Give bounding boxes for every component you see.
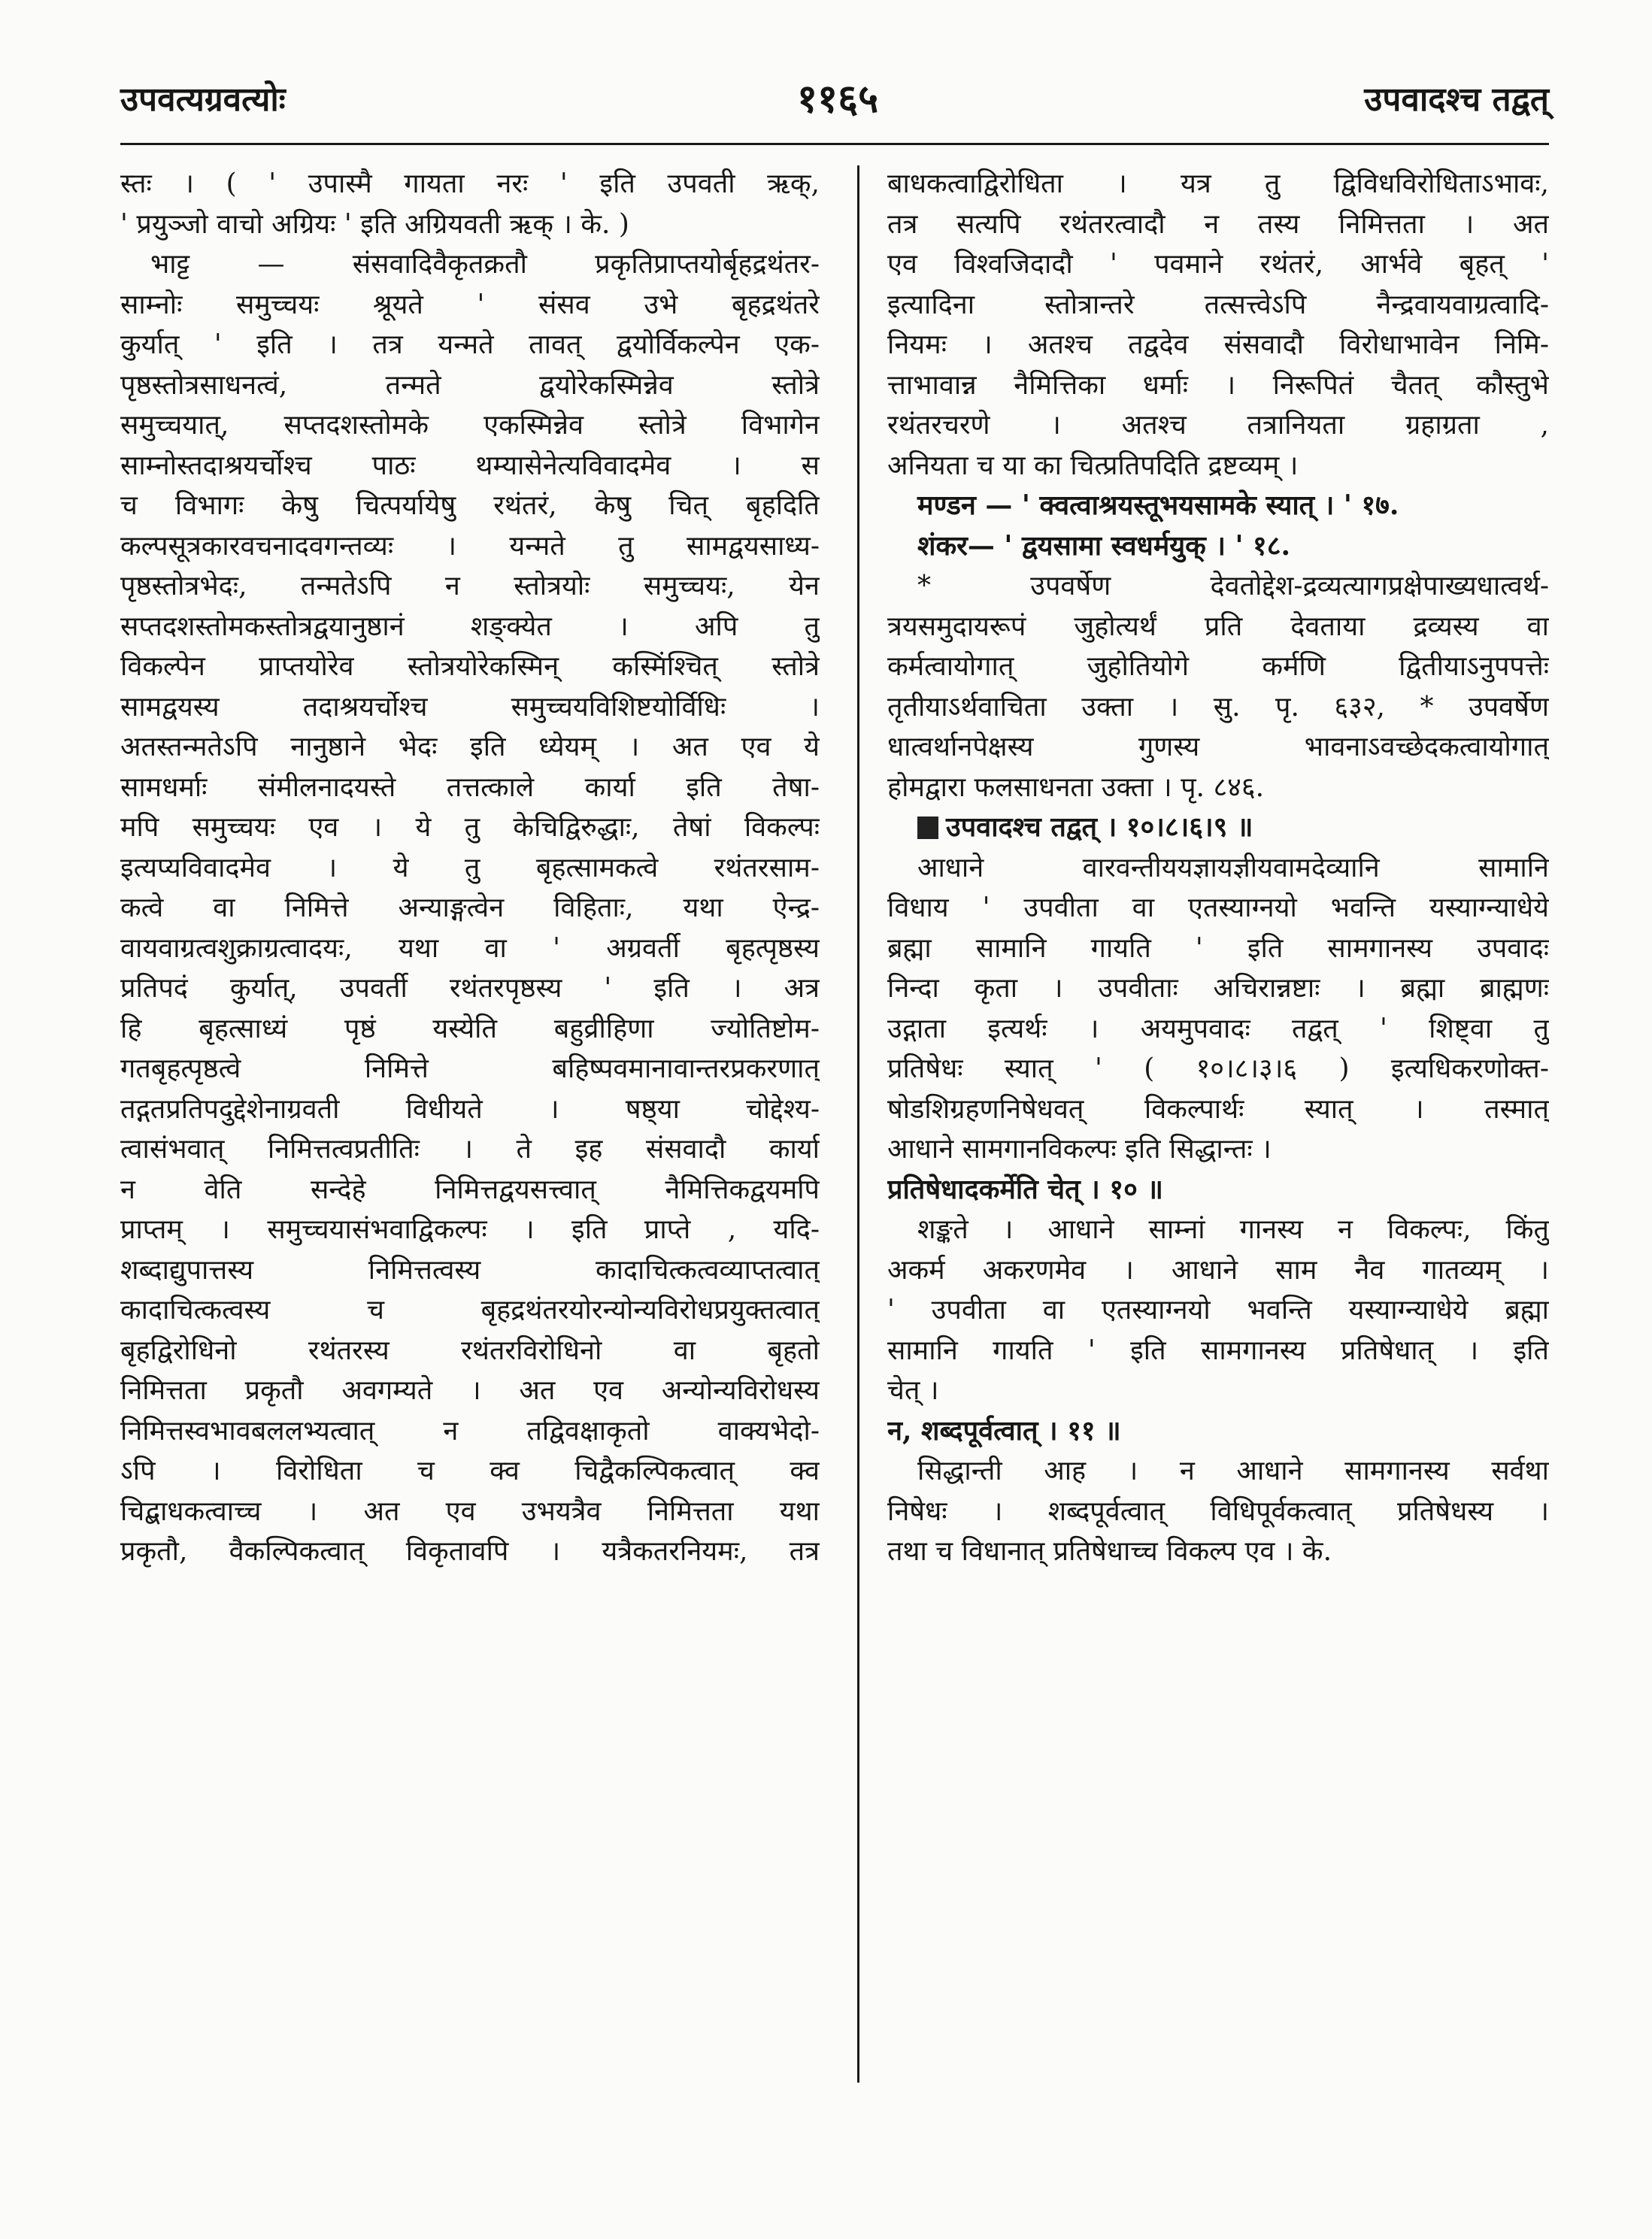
text-line: त्वासंभवात् निमित्तत्वप्रतीतिः । ते इह संसवादौ कार्या [120, 1134, 820, 1165]
text-line: ब्रह्मा सामानि गायति ' इति सामगानस्य उपवादः [887, 932, 1549, 964]
text-line: निषेधः । शब्दपूर्वत्वात् विधिपूर्वकत्वात् प्रतिषेधस्य । [887, 1495, 1549, 1527]
text-line: सामद्वयस्य तदाश्रयर्चोश्च समुच्चयविशिष्टयोर्विधिः । [120, 691, 820, 723]
text-line: निमित्तता प्रकृतौ अवगम्यते । अत एव अन्योन्यविरोधस्य [120, 1375, 820, 1406]
sutra-heading: प्रतिषेधादकर्मेति चेत् । १० ॥ [887, 1173, 1163, 1205]
sutra-heading [887, 807, 1549, 848]
text-line: अनियता च या का चित्प्रतिपदिति द्रष्टव्यम् । [887, 450, 1299, 481]
text-line: प्रतिपदं कुर्यात्, उपवर्ती रथंतरपृष्ठस्य ' इति । अत्र [120, 973, 820, 1004]
text-line: सप्तदशस्तोमकस्तोत्रद्वयानुष्ठानं शङ्क्येत । अपि तु [120, 610, 820, 642]
running-head-left: उपवत्यग्रवत्योः [120, 80, 286, 119]
text-line: आधाने सामगानविकल्पः इति सिद्धान्तः । [887, 1134, 1272, 1165]
text-line: पृष्ठस्तोत्रसाधनत्वं, तन्मते द्वयोरेकस्मिन्नेव स्तोत्रे [120, 369, 820, 401]
section-mark-icon [917, 817, 938, 839]
left-column [120, 164, 820, 1572]
text-line: तथा च विधानात् प्रतिषेधाच्च विकल्प एव । के. [887, 1536, 1332, 1567]
text-line: त्रयसमुदायरूपं जुहोत्यर्थं प्रति देवताया द्रव्यस्य वा [887, 610, 1549, 642]
text-line: प्राप्तम् । समुच्चयासंभवाद्विकल्पः । इति प्राप्ते , यदि- [120, 1214, 820, 1245]
text-line: सामानि गायति ' इति सामगानस्य प्रतिषेधात् । इति [887, 1335, 1549, 1366]
text-line: मपि समुच्चयः एव । ये तु केचिद्विरुद्धाः, तेषां विकल्पः [120, 812, 820, 843]
text-line: धात्वर्थानपेक्षस्य गुणस्य भावनाऽवच्छेदकत्वायोगात् [887, 732, 1549, 762]
text-line: कत्वे वा निमित्ते अन्याङ्गत्वेन विहिताः, यथा ऐन्द्र- [120, 892, 820, 923]
text-line: अतस्तन्मतेऽपि नानुष्ठाने भेदः इति ध्येयम् । अत एव ये [120, 732, 820, 762]
text-line: ऽपि । विरोधिता च क्व चिद्वैकल्पिकत्वात् क्व [120, 1456, 820, 1486]
text-line: प्रकृतौ, वैकल्पिकत्वात् विकृतावपि । यत्रैकतरनियमः, तत्र [120, 1536, 820, 1567]
text-line: सिद्धान्ती आह । न आधाने सामगानस्य सर्वथा [917, 1456, 1549, 1486]
quote-shankara: शंकर— ' द्वयसामा स्वधर्मयुक् । ' १८. [917, 529, 1291, 562]
text-line: गतबृहत्पृष्ठत्वे निमित्ते बहिष्पवमानावान्तरप्रकरणात् [120, 1053, 820, 1084]
text-line: साम्नोः समुच्चयः श्रूयते ' संसव उभे बृहद्रथंतरे [120, 289, 820, 320]
text-line: च विभागः केषु चित्पर्यायेषु रथंतरं, केषु चित् बृहदिति [120, 490, 820, 521]
text-line: चिद्बाधकत्वाच्च । अत एव उभयत्रैव निमित्तता यथा [120, 1495, 820, 1527]
page-header [120, 75, 1549, 128]
text-line: कर्मत्वायोगात् जुहोतियोगे कर्मणि द्वितीयाऽनुपपत्तेः [887, 651, 1549, 682]
text-line: बाधकत्वाद्विरोधिता । यत्र तु द्विविधविरोधिताऽभावः, [887, 168, 1549, 199]
text-line: पृष्ठस्तोत्रभेदः, तन्मतेऽपि न स्तोत्रयोः समुच्चयः, येन [120, 571, 820, 601]
text-line: विकल्पेन प्राप्तयोरेव स्तोत्रयोरेकस्मिन् कस्मिंश्चित् स्तोत्रे [120, 651, 820, 682]
right-column [887, 164, 1549, 1572]
text-line: विधाय ' उपवीता वा एतस्याग्नयो भवन्ति यस्याग्न्याधेये [887, 892, 1549, 923]
text-line: सामधर्माः संमीलनादयस्ते तत्तत्काले कार्या इति तेषा- [120, 771, 820, 803]
text-line: उद्गाता इत्यर्थः । अयमुपवादः तद्वत् ' शिष्ट्वा तु [887, 1013, 1549, 1044]
text-line: भाट्ट — संसवादिवैकृतक्रतौ प्रकृतिप्राप्तयोर्बृहद्रथंतर- [150, 249, 820, 280]
running-head-right: उपवादश्च तद्वत् [1364, 80, 1549, 119]
column-divider [857, 165, 859, 2083]
text-line: तत्र सत्यपि रथंतरत्वादौ न तस्य निमित्तता । अत [887, 208, 1549, 240]
text-line: चेत् । [887, 1375, 939, 1406]
text-line: तद्गतप्रतिपदुद्देशेनाग्रवती विधीयते । षष्ठ्या चोद्देश्य- [120, 1093, 820, 1125]
text-line: निन्दा कृता । उपवीताः अचिरान्नष्टाः । ब्रह्मा ब्राह्मणः [887, 973, 1549, 1004]
text-line: समुच्चयात्, सप्तदशस्तोमके एकस्मिन्नेव स्तोत्रे विभागेन [120, 410, 820, 441]
text-line: ' प्रयुञ्जो वाचो अग्रियः ' इति अग्रियवती ऋक् । के. ) [120, 208, 629, 240]
text-line: त्ताभावान्न नैमित्तिका धर्माः । निरूपितं चैतत् कौस्तुभे [887, 369, 1549, 401]
text-line: होमद्वारा फलसाधनता उक्ता । पृ. ८४६. [887, 771, 1265, 803]
text-line: रथंतरचरणे । अतश्च तत्रानियता ग्रहाग्रता , [887, 410, 1549, 441]
text-line: आधाने वारवन्तीययज्ञायज्ञीयवामदेव्यानि सामानि [917, 852, 1549, 883]
text-line: कुर्यात् ' इति । तत्र यन्मते तावत् द्वयोर्विकल्पेन एक- [120, 329, 820, 360]
page-number: ११६५ [797, 76, 879, 122]
text-line: शब्दाद्युपात्तस्य निमित्तत्वस्य कादाचित्कत्वव्याप्तत्वात् [120, 1254, 820, 1286]
header-rule [120, 143, 1549, 145]
text-line: शङ्कते । आधाने साम्नां गानस्य न विकल्पः, किंतु [917, 1214, 1549, 1245]
text-line: तृतीयाऽर्थवाचिता उक्ता । सु. पृ. ६३२, * उपवर्षेण [887, 691, 1549, 723]
text-line: एव विश्वजिदादौ ' पवमाने रथंतरं, आर्भवे बृहत् ' [887, 249, 1549, 280]
sutra-text: उपवादश्च तद्वत् । १०।८।६।९ ॥ [946, 811, 1253, 843]
text-line: ' उपवीता वा एतस्याग्नयो भवन्ति यस्याग्न्याधेये ब्रह्मा [887, 1295, 1549, 1326]
text-line: इत्यप्यविवादमेव । ये तु बृहत्सामकत्वे रथंतरसाम- [120, 852, 820, 883]
text-line: वायवाग्रत्वशुक्राग्रत्वादयः, यथा वा ' अग्रवर्ती बृहत्पृष्ठस्य [120, 932, 820, 964]
text-line: प्रतिषेधः स्यात् ' ( १०।८।३।६ ) इत्यधिकरणोक्त- [887, 1053, 1549, 1084]
quote-mandana: मण्डन — ' क्वत्वाश्रयस्तूभयसामके स्यात् । ' १७. [917, 489, 1399, 521]
text-line: कादाचित्कत्वस्य च बृहद्रथंतरयोरन्योन्यविरोधप्रयुक्तत्वात् [120, 1295, 820, 1326]
text-line: न वेति सन्देहे निमित्तद्वयसत्त्वात् नैमित्तिकद्वयमपि [120, 1174, 820, 1205]
text-line: अकर्म अकरणमेव । आधाने साम नैव गातव्यम् । [887, 1254, 1549, 1286]
text-line: कल्पसूत्रकारवचनादवगन्तव्यः । यन्मते तु सामद्वयसाध्य- [120, 530, 820, 562]
text-line: नियमः । अतश्च तद्वदेव संसवादौ विरोधाभावेन निमि- [887, 329, 1549, 360]
text-line: * उपवर्षेण देवतोद्देश-द्रव्यत्यागप्रक्षेपाख्यधात्वर्थ- [917, 571, 1549, 601]
text-line: षोडशिग्रहणनिषेधवत् विकल्पार्थः स्यात् । तस्मात् [887, 1093, 1549, 1125]
text-line: साम्नोस्तदाश्रयर्चोश्च पाठः थम्यासेनेत्यविवादमेव । स [120, 450, 820, 481]
text-line: स्तः । ( ' उपास्मै गायता नरः ' इति उपवती ऋक्, [120, 168, 820, 199]
sutra-heading: न, शब्दपूर्वत्वात् । ११ ॥ [887, 1414, 1121, 1447]
text-line: इत्यादिना स्तोत्रान्तरे तत्सत्त्वेऽपि नैन्द्रवायवाग्रत्वादि- [887, 289, 1549, 320]
text-line: हि बृहत्साध्यं पृष्ठं यस्येति बहुव्रीहिणा ज्योतिष्टोम- [120, 1013, 820, 1044]
text-line: बृहद्विरोधिनो रथंतरस्य रथंतरविरोधिनो वा बृहतो [120, 1335, 820, 1366]
text-line: निमित्तस्वभावबललभ्यत्वात् न तद्विवक्षाकृतो वाक्यभेदो- [120, 1415, 820, 1447]
